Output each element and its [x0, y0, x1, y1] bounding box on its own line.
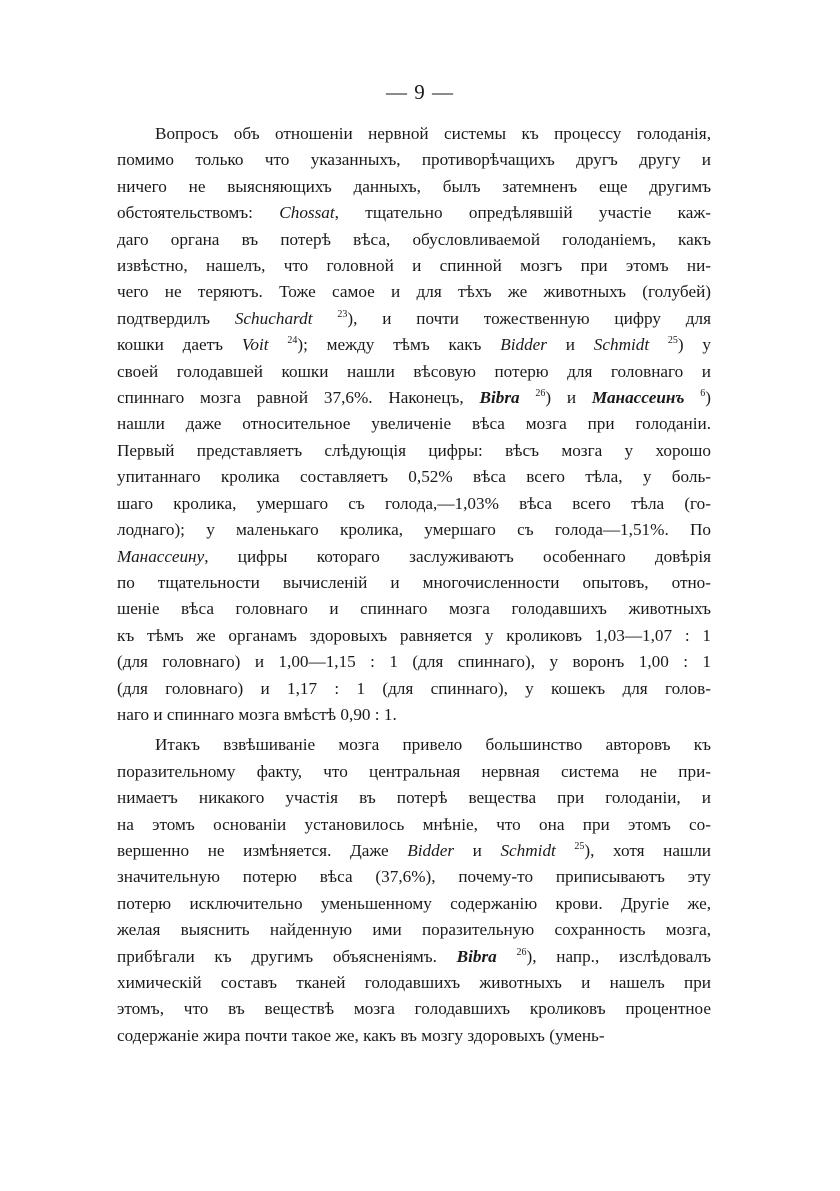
- text-line: Итакъ взвѣшиванiе мозга привело большинство авторовъ къ: [155, 735, 711, 755]
- text-line: своей голодавшей кошки нашли вѣсовую потерю для головнаго и: [117, 361, 711, 381]
- body-text: [117, 121, 711, 1049]
- text-line: (для головнаго) и 1,17 : 1 (для спиннаго), у кошекъ для голов-: [117, 678, 711, 698]
- text-line: Вопросъ объ отношенiи нервной системы къ процессу голоданiя,: [155, 124, 711, 143]
- page-number: — 9 —: [386, 80, 454, 104]
- text-line: обстоятельствомъ: Chossat, тщательно опредѣлявшiй участiе каж-: [117, 203, 711, 223]
- text-line: ничего не выясняющихъ данныхъ, былъ затемненъ еще другимъ: [117, 176, 711, 196]
- text-line: прибѣгали къ другимъ объясненiямъ. Bibra $^{26}$), напр., изслѣдовалъ: [117, 946, 711, 966]
- text-line: (для головнаго) и 1,00—1,15 : 1 (для спиннаго), у воронъ 1,00 : 1: [117, 652, 711, 672]
- text-line: содержанiе жира почти такое же, какъ въ мозгу здоровыхъ (умень-: [117, 1025, 605, 1045]
- text-line: по тщательности вычисленiй и многочисленности опытовъ, отно-: [117, 572, 711, 592]
- paragraph-1: [117, 121, 711, 728]
- text-line: къ тѣмъ же органамъ здоровыхъ равняется у кроликовъ 1,03—1,07 : 1: [117, 625, 711, 645]
- text-line: извѣстно, нашелъ, что головной и спинной мозгъ при этомъ ни-: [117, 256, 711, 276]
- text-line: желая выяснить найденную ими поразительную сохранность мозга,: [117, 920, 711, 940]
- text-line: Первый представляетъ слѣдующiя цифры: вѣсъ мозга у хорошо: [117, 440, 711, 460]
- text-line: поразительному факту, что центральная нервная система не при-: [117, 761, 711, 781]
- text-line: лоднаго); у маленькаго кролика, умершаго съ голода—1,51%. По: [117, 520, 711, 540]
- text-line: подтвердилъ Schuchardt $^{23}$), и почти тожественную цифру для: [117, 308, 711, 328]
- text-line: кошки даетъ Voit $^{24}$); между тѣмъ какъ Bidder и Schmidt $^{25}$) у: [117, 335, 711, 355]
- text-line: помимо только что указанныхъ, противорѣчащихъ другъ другу и: [117, 150, 711, 170]
- text-line: на этомъ основанiи установилось мнѣнiе, что она при этомъ со-: [117, 814, 711, 834]
- text-line: шаго кролика, умершаго съ голода,—1,03% вѣса всего тѣла (го-: [117, 493, 711, 513]
- text-line: Манассеину, цифры котораго заслуживаютъ особеннаго довѣрiя: [117, 546, 711, 566]
- text-line: упитаннаго кролика составляетъ 0,52% вѣса всего тѣла, у боль-: [117, 467, 711, 487]
- text-line: спиннаго мозга равной 37,6%. Наконецъ, Bibra $^{26}$) и Манассеинъ $^6$): [117, 388, 712, 408]
- text-line: наго и спиннаго мозга вмѣстѣ 0,90 : 1.: [117, 704, 397, 724]
- text-line: вершенно не измѣняется. Даже Bidder и Schmidt $^{25}$), хотя нашли: [117, 840, 711, 860]
- text-line: потерю исключительно уменьшенному содержанiю крови. Другiе же,: [117, 893, 711, 913]
- text-line: этомъ, что въ веществѣ мозга голодавшихъ кроликовъ процентное: [117, 999, 711, 1019]
- text-line: даго органа въ потерѣ вѣса, обусловливаемой голоданiемъ, какъ: [117, 229, 711, 249]
- text-line: шенiе вѣса головнаго и спиннаго мозга голодавшихъ животныхъ: [117, 599, 711, 619]
- text-line: чего не теряютъ. Тоже самое и для тѣхъ же животныхъ (голубей): [117, 282, 711, 302]
- text-line: химическiй составъ тканей голодавшихъ животныхъ и нашелъ при: [117, 973, 711, 992]
- text-line: значительную потерю вѣса (37,6%), почему-то приписываютъ эту: [117, 867, 711, 887]
- text-line: нашли даже относительное увеличенiе вѣса мозга при голоданiи.: [117, 414, 711, 434]
- text-line: нимаетъ никакого участiя въ потерѣ вещества при голоданiи, и: [117, 788, 711, 808]
- paragraph-2: [117, 732, 711, 1049]
